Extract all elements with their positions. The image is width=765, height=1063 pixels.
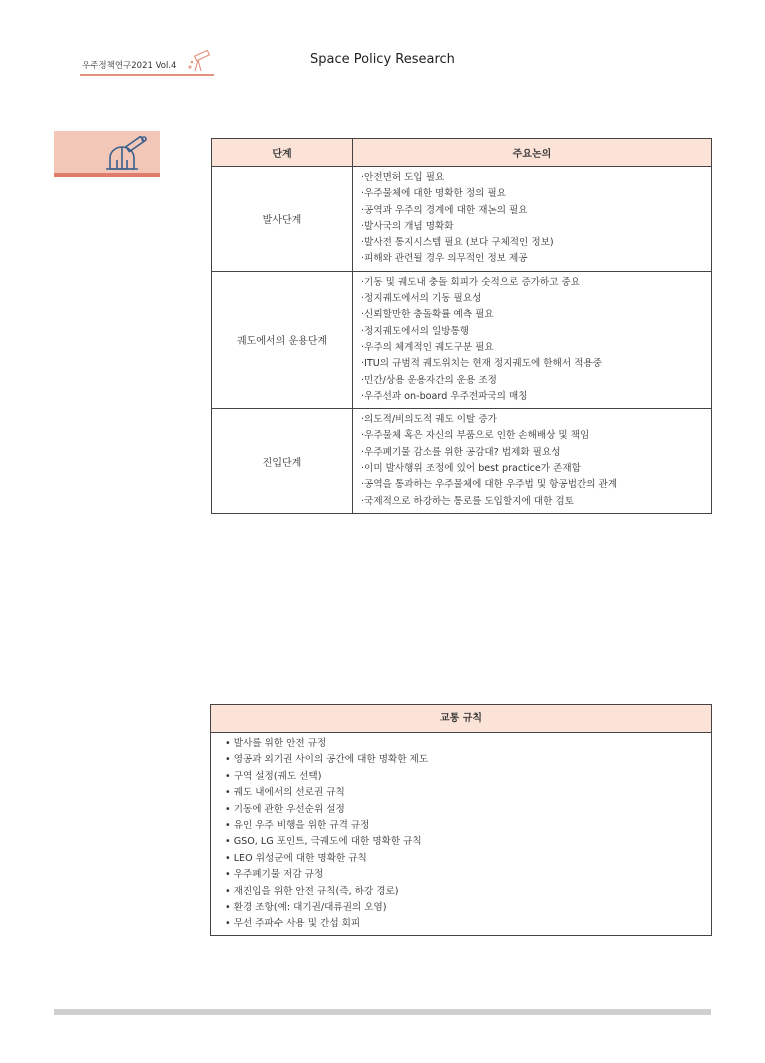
list-item: • LEO 위성군에 대한 명확한 규칙 — [225, 852, 367, 864]
column-header-discussion: 주요논의 — [353, 139, 712, 167]
stage-name: 진입단계 — [212, 409, 353, 514]
list-item: • 재진입을 위한 안전 규칙(즉, 하강 경로) — [225, 885, 399, 897]
list-item: ·신뢰할만한 충돌확률 예측 필요 — [361, 309, 494, 321]
list-item: ·공역과 우주의 경계에 대한 재논의 필요 — [361, 204, 528, 216]
stage-table — [211, 138, 712, 514]
list-item: ·기동 및 궤도내 충돌 회피가 숫적으로 증가하고 중요 — [361, 276, 581, 288]
list-item: • 궤도 내에서의 선로권 규칙 — [225, 787, 345, 799]
list-item: • GSO, LG 포인트, 극궤도에 대한 명확한 규칙 — [225, 836, 422, 848]
list-item: ·ITU의 규범적 궤도위치는 현재 정지궤도에 한해서 적용중 — [361, 358, 602, 370]
list-item: ·국제적으로 하강하는 통로를 도입할지에 대한 검토 — [361, 495, 574, 507]
stage-items — [353, 167, 712, 272]
list-item: ·피해와 관련될 경우 의무적인 정보 제공 — [361, 253, 528, 265]
traffic-rules-list — [211, 733, 711, 933]
list-item: • 우주폐기물 저감 규정 — [225, 869, 324, 881]
header-rule — [80, 74, 214, 76]
list-item: ·우주폐기물 감소를 위한 공감대? 법제화 필요성 — [361, 446, 561, 458]
traffic-rules-title: 교통 규칙 — [211, 705, 711, 733]
list-item: • 구역 설정(궤도 선택) — [225, 770, 322, 782]
stage-name: 발사단계 — [212, 167, 353, 272]
list-item: • 유인 우주 비행을 위한 규격 규정 — [225, 820, 370, 832]
list-item: ·의도적/비의도적 궤도 이탈 증가 — [361, 414, 497, 426]
list-item: ·발사국의 개념 명확화 — [361, 220, 454, 232]
list-item: ·우주물체에 대한 명확한 정의 필요 — [361, 188, 506, 200]
list-item: ·이미 발사행위 조정에 있어 best practice가 존재함 — [361, 463, 581, 475]
footer-bar — [54, 1009, 711, 1015]
stage-name: 궤도에서의 운용단계 — [212, 271, 353, 408]
list-item: • 영공과 외기권 사이의 공간에 대한 명확한 제도 — [225, 754, 429, 766]
list-item: ·우주선과 on-board 우주전파국의 매칭 — [361, 390, 528, 402]
table-header-row — [212, 139, 712, 167]
series-label: 우주정책연구2021 Vol.4 — [82, 61, 177, 71]
list-item: • 발사를 위한 안전 규정 — [225, 738, 327, 749]
list-item: • 기동에 관한 우선순위 설정 — [225, 803, 345, 815]
list-item: ·공역을 통과하는 우주물체에 대한 우주법 및 항공법간의 관계 — [361, 479, 618, 491]
list-item: ·민간/상용 운용자간의 운용 조정 — [361, 374, 497, 386]
stage-items — [353, 271, 712, 408]
list-item: ·발사전 통지시스템 필요 (보다 구체적인 정보) — [361, 237, 554, 249]
list-item: • 무선 주파수 사용 및 간섭 회피 — [225, 918, 361, 930]
table-row — [212, 167, 712, 272]
list-item: ·안전면허 도입 필요 — [361, 172, 445, 183]
list-item: • 환경 조항(예: 대기권/대류권의 오염) — [225, 902, 387, 914]
observatory-icon — [104, 136, 150, 174]
list-item: ·우주물체 혹은 자신의 부품으로 인한 손해배상 및 책임 — [361, 430, 590, 442]
list-item: ·정지궤도에서의 일방통행 — [361, 325, 470, 337]
table-row — [212, 271, 712, 408]
column-header-stage: 단계 — [212, 139, 353, 167]
list-item: ·정지궤도에서의 기동 필요성 — [361, 293, 482, 305]
stage-items — [353, 409, 712, 514]
table-row — [212, 409, 712, 514]
telescope-icon — [186, 50, 214, 74]
list-item: ·우주의 체계적인 궤도구분 필요 — [361, 341, 494, 353]
traffic-rules-box — [210, 704, 712, 936]
page-title: Space Policy Research — [310, 52, 455, 67]
